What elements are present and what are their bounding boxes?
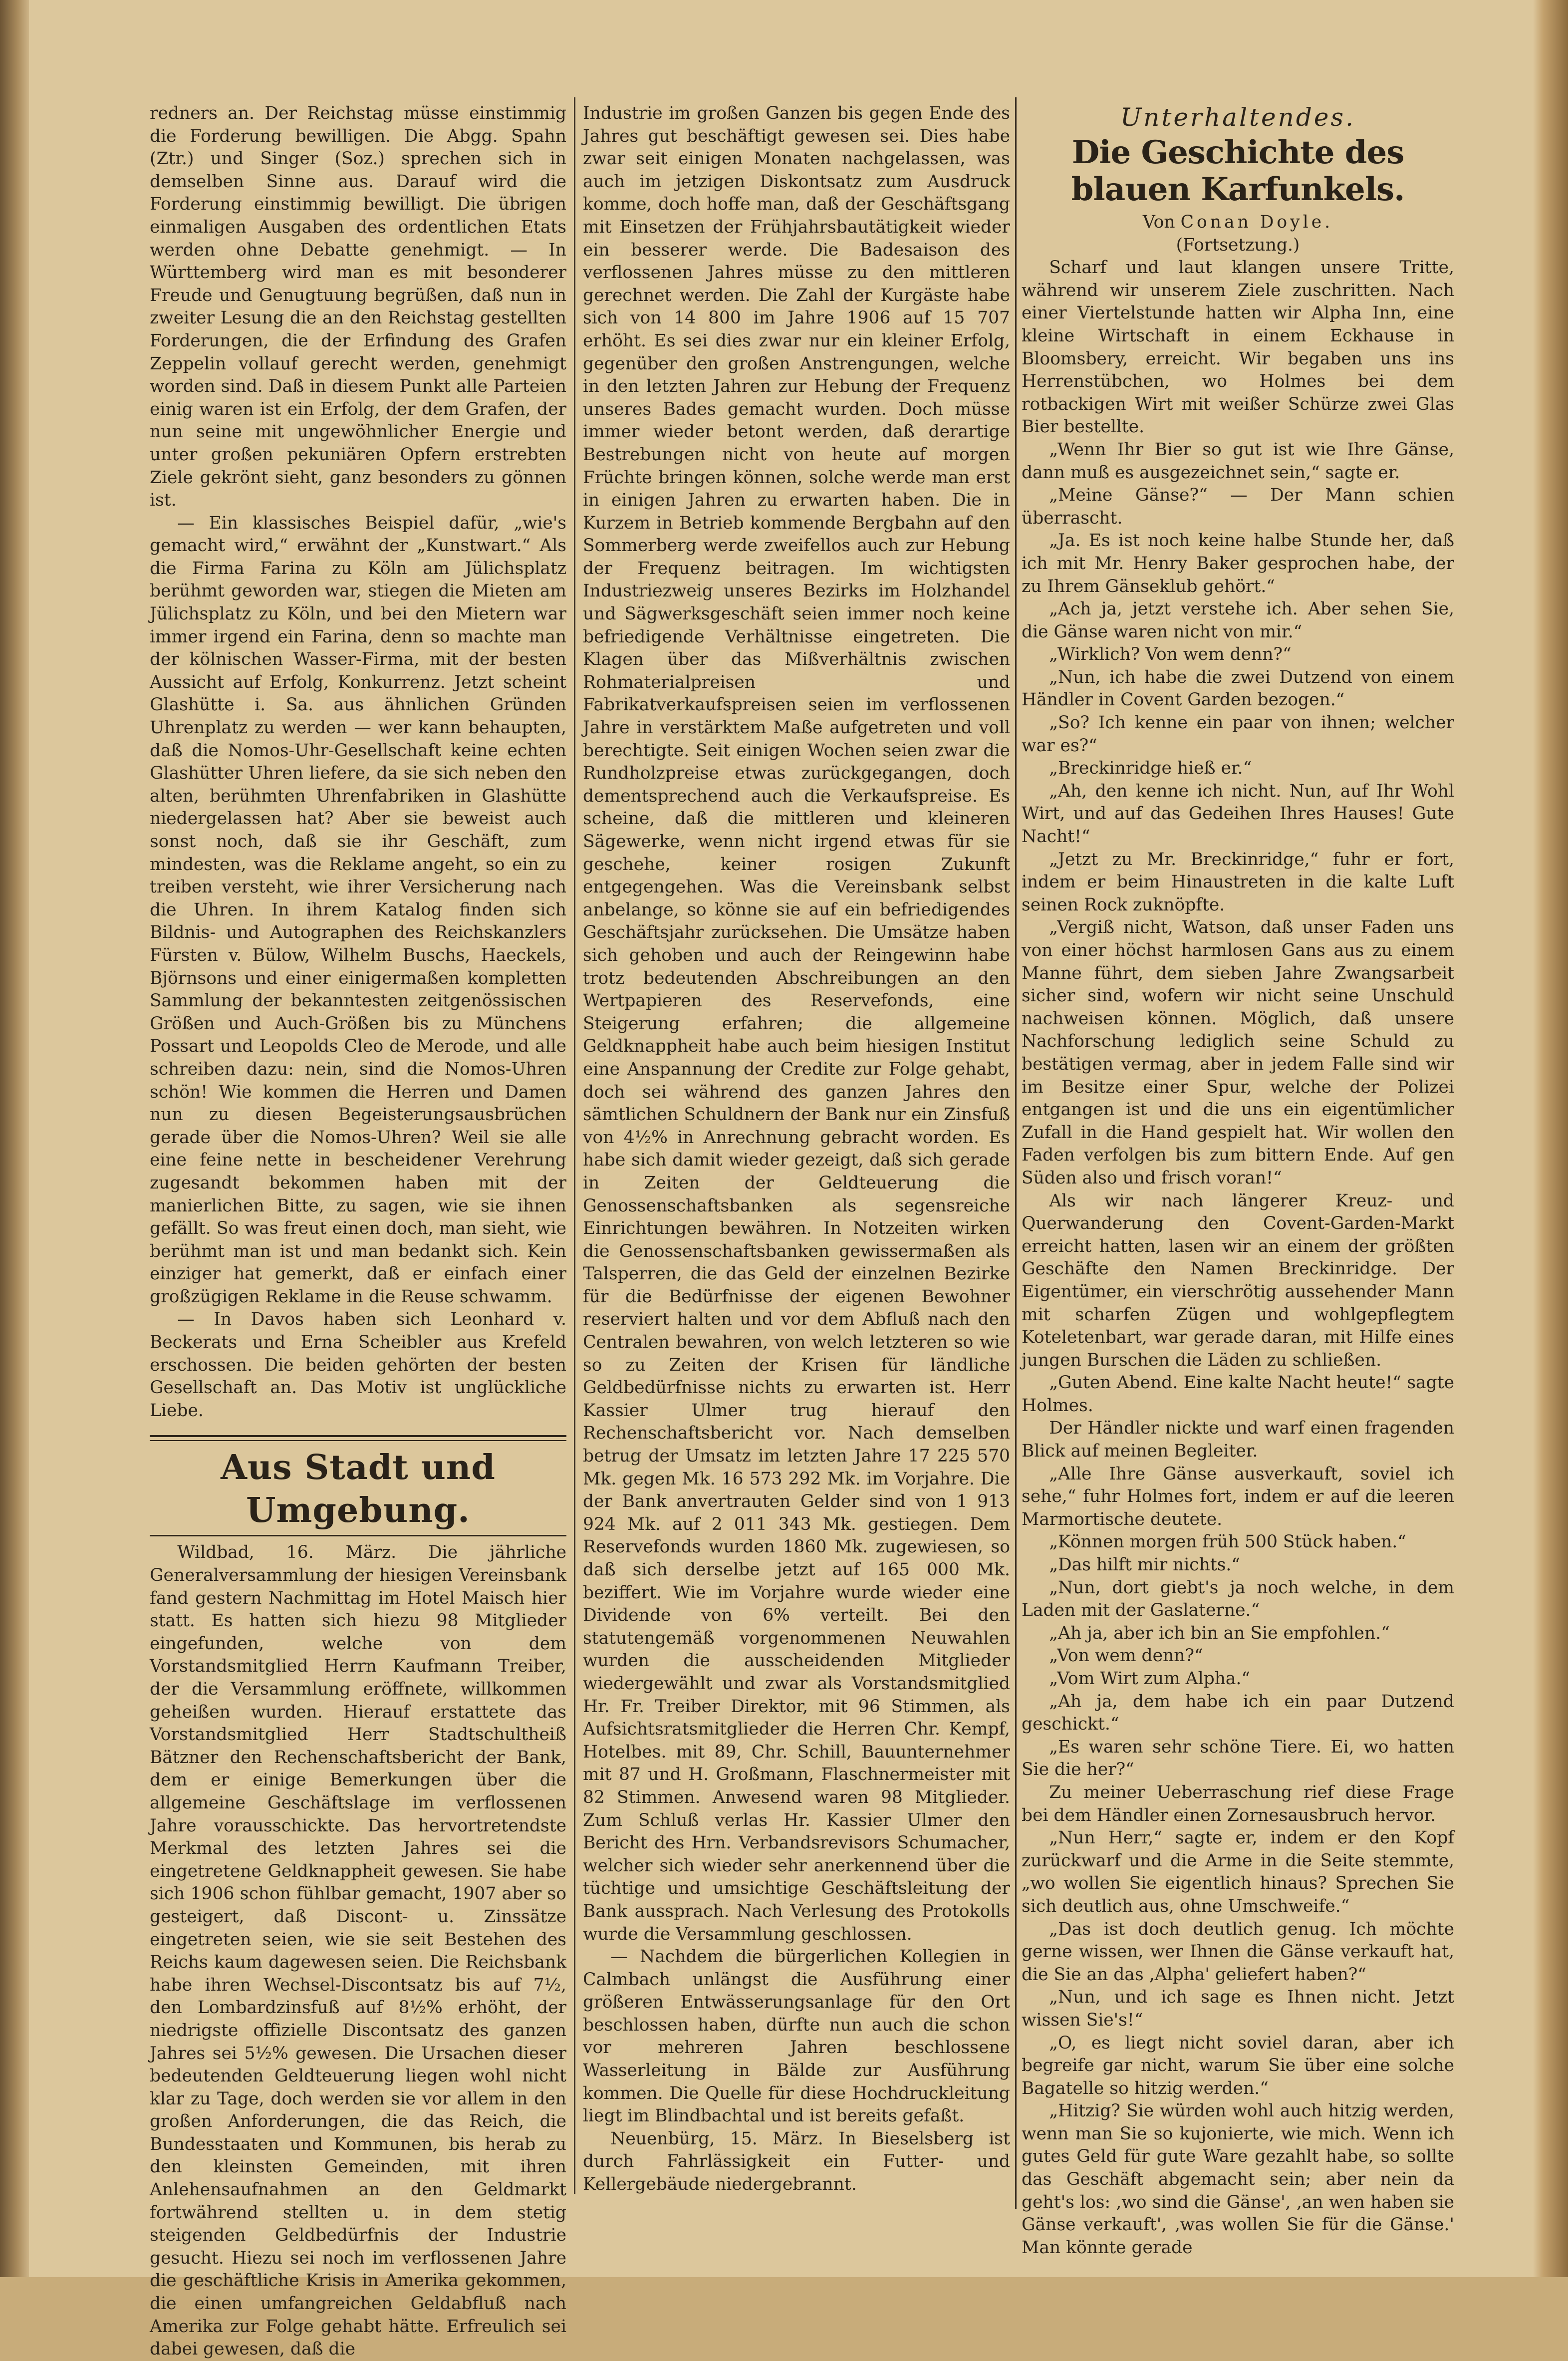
column-2 [583,102,1010,2196]
binding-gutter [0,0,29,2277]
story-paragraph: Scharf und laut klangen unsere Tritte, während wir unserem Ziele zuschritten. Nach einer Viertelstunde hatten wir Alpha Inn, eine kleine Wirtschaft in einem Eckhause in Bloomsbery, erreicht. Wir begaben uns ins Herrenstübchen, wo Holmes bei dem rotbackigen Wirt mit weißer Schürze zwei Glas Bier bestellte. [1022,258,1454,437]
rubric-heading: Unterhaltendes. [1120,103,1355,132]
article-kunstwart: — Ein klassisches Beispiel dafür, „wie's gemacht wird,“ erwähnt der „Kunstwart.“ Als die Firma Farina zu Köln am Jülichsplatz berühmt geworden war, stiegen die Mieten am Jülichsplatz zu Köln, und bei den Mietern war immer irgend ein Farina, denn so machte man der kölnischen Wasser-Firma, mit der besten Aussicht auf Erfolg, Konkurrenz. Jetzt scheint Glashütte i. Sa. aus ähnlichen Gründen Uhrenplatz zu werden — wer kann behaupten, daß die Nomos-Uhr-Gesellschaft keine echten Glashütter Uhren liefere, da sie sich neben den alten, berühmten Uhrenfabriken in Glashütte niedergelassen hat? Aber sie beweist auch sonst noch, daß sie ihr Geschäft, zum mindesten, was die Reklame angeht, so ein zu treiben versteht, wie ihrer Versicherung nach die Uhren. In ihrem Katalog finden sich Bildnis- und Autographen des Reichskanzlers Fürsten v. Bülow, Wilhelm Buschs, Haeckels, Björnsons und einer einigermaßen kompletten Sammlung der bekanntesten zeitgenössischen Größen und Auch-Größen bis zu Münchens Possart und Leopolds Cleo de Merode, und alle schreiben dazu: nein, sind die Nomos-Uhren schön! Wie kommen die Herren und Damen nun zu diesen Begeisterungsausbrüchen gerade über die Nomos-Uhren? Weil sie alle eine feine nette in bescheidener Verehrung zugesandt bekommen haben mit der manierlichen Bitte, zu sagen, wie sie ihnen gefällt. So was freut einen doch, man sieht, wie berühmt man ist und man bedankt sich. Kein einziger hat gemerkt, daß er einfach einer großzügigen Reklame in die Reuse schwamm. [150,513,566,1307]
section-heading-local: Aus Stadt und Umgebung. [221,1448,496,1531]
story-paragraph: „Wenn Ihr Bier so gut ist wie Ihre Gänse, dann muß es ausgezeichnet sein,“ sagte er. [1022,439,1454,483]
article-davos: — In Davos haben sich Leonhard v. Beckerats und Erna Scheibler aus Krefeld erschossen. Die beiden gehörten der besten Gesellschaft an. Das Motiv ist unglückliche Liebe. [150,1309,566,1421]
column-rule-2 [1015,97,1017,2209]
story-paragraph: „Hitzig? Sie würden wohl auch hitzig werden, wenn man Sie so kujonierte, wie mich. Wenn ich gutes Geld für gute Ware gezahlt habe, so sollte das Geschäft abgemacht sein; aber nein da geht's los: ‚wo sind die Gänse', ‚an wen haben sie Gänse verkauft', ‚was wollen Sie für die Gänse.' Man könnte gerade [1022,2101,1454,2258]
story-paragraph: „Jetzt zu Mr. Breckinridge,“ fuhr er fort, indem er beim Hinaustreten in die kalte Luft seinen Rock zuknöpfte. [1022,849,1454,915]
story-paragraph: „Nun Herr,“ sagte er, indem er den Kopf zurückwarf und die Arme in die Seite stemmte, „wo wollen Sie eigentlich hinaus? Sprechen Sie sich deutlich aus, ohne Umschweife.“ [1022,1828,1454,1916]
story-paragraph: „Das ist doch deutlich genug. Ich möchte gerne wissen, wer Ihnen die Gänse verkauft hat, die Sie an das ‚Alpha' geliefert haben?“ [1022,1919,1454,1985]
section-rule-top [150,1435,566,1437]
story-paragraph: „Es waren sehr schöne Tiere. Ei, wo hatten Sie die her?“ [1022,1737,1454,1780]
story-paragraph: „Vom Wirt zum Alpha.“ [1049,1669,1251,1689]
story-paragraph: „Können morgen früh 500 Stück haben.“ [1049,1532,1406,1552]
page-edge [1533,0,1568,2277]
story-paragraph: „Ach ja, jetzt verstehe ich. Aber sehen Sie, die Gänse waren nicht von mir.“ [1022,599,1454,642]
story-paragraph: „Breckinridge hieß er.“ [1049,758,1252,779]
story-title: Die Geschichte des blauen Karfunkels. [1071,134,1405,208]
article-wildbad-bank-cont: Industrie im großen Ganzen bis gegen Ende des Jahres gut beschäftigt gewesen sei. Dies habe zwar seit einigen Monaten nachgelassen, was auch im jetzigen Diskontsatz zum Ausdruck komme, doch hoffe man, daß der Geschäftsgang mit Einsetzen der Frühjahrsbautätigkeit wieder ein besserer werde. Die Badesaison des verflossenen Jahres müsse zu den mittleren gerechnet werden. Die Zahl der Kurgäste habe sich von 14 800 im Jahre 1906 auf 15 707 erhöht. Es sei dies zwar nur ein kleiner Erfolg, gegenüber den großen Anstrengungen, welche in den letzten Jahren zur Hebung der Frequenz unseres Bades gemacht wurden. Doch müsse immer wieder betont werden, daß derartige Bestrebungen nicht von heute auf morgen Früchte bringen können, solche werde man erst in einigen Jahren zu erwarten haben. Die in Kurzem in Betrieb kommende Bergbahn auf den Sommerberg werde zweifellos auch zur Hebung der Frequenz beitragen. Im wichtigsten Industriezweig unseres Bezirks im Holzhandel und Sägwerksgeschäft seien immer noch keine befriedigende Verhältnisse eingetreten. Die Klagen über das Mißverhältnis zwischen Rohmaterialpreisen und Fabrikatverkaufspreisen seien im verflossenen Jahre in verstärktem Maße aufgetreten und voll berechtigte. Seit einigen Wochen seien zwar die Rundholzpreise etwas zurückgegangen, doch dementsprechend auch die Verkaufspreise. Es scheine, daß die mittleren und kleineren Sägewerke, wenn nicht irgend etwas für sie geschehe, keiner rosigen Zukunft entgegengehen. Was die Vereinsbank selbst anbelange, so könne sie auf ein befriedigendes Geschäftsjahr zurücksehen. Die Umsätze haben sich gehoben und auch der Reingewinn habe trotz bedeutenden Abschreibungen an den Wertpapieren des Reservefonds, eine Steigerung erfahren; die allgemeine Geldknappheit habe auch beim hiesigen Institut eine Anspannung der Credite zur Folge gehabt, doch sei während des ganzen Jahres den sämtlichen Schuldnern der Bank nur ein Zinsfuß von 4½% in Anrechnung gebracht worden. Es habe sich damit wieder gezeigt, daß sich gerade in Zeiten der Geldteuerung die Genossenschaftsbanken als segensreiche Einrichtungen bewähren. In Notzeiten wirken die Genossenschaftsbanken gewissermaßen als Talsperren, die das Geld der einzelnen Bezirke für die Bedürfnisse der eigenen Bewohner reserviert halten und vor dem Abfluß nach den Centralen bewahren, von welch letzteren so wie so zu Zeiten der Krisen für ländliche Geldbedürfnisse nichts zu erwarten ist. Herr Kassier Ulmer trug hierauf den Rechenschaftsbericht vor. Nach demselben betrug der Umsatz im letzten Jahre 17 225 570 Mk. gegen Mk. 16 573 292 Mk. im Vorjahre. Die der Bank anvertrauten Gelder sind von 1 913 924 Mk. auf 2 011 343 Mk. gestiegen. Dem Reservefonds wurden 1860 Mk. zugewiesen, so daß sich derselbe jetzt auf 165 000 Mk. beziffert. Wie im Vorjahre wurde wieder eine Dividende von 6% verteilt. Bei den statutengemäß vorgenommenen Neuwahlen wurden die ausscheidenden Mitglieder wiedergewählt und zwar als Vorstandsmitglied Hr. Fr. Treiber Direktor, mit 96 Stimmen, als Aufsichtsratsmitglieder die Herren Chr. Kempf, Hotelbes. mit 89, Chr. Schill, Bauunternehmer mit 87 und H. Großmann, Flaschnermeister mit 82 Stimmen. Anwesend waren 98 Mitglieder. Zum Schluß verlas Hr. Kassier Ulmer den Bericht des Hrn. Verbandsrevisors Schumacher, welcher sich wieder sehr anerkennend über die tüchtige und umsichtige Geschäftsleitung der Bank aussprach. Nach Verlesung des Protokolls wurde die Versammlung geschlossen. [583,103,1010,1944]
article-neuenbuerg: Neuenbürg, 15. März. In Bieselsberg ist durch Fahrlässigkeit ein Futter- und Kellergebäude niedergebrannt. [583,2128,1010,2195]
story-paragraph: Zu meiner Ueberraschung rief diese Frage bei dem Händler einen Zornesausbruch hervor. [1022,1782,1454,1825]
story-paragraph: „O, es liegt nicht soviel daran, aber ich begreife gar nicht, warum Sie über eine solche Bagatelle so hitzig werden.“ [1022,2033,1454,2098]
story-paragraph: Der Händler nickte und warf einen fragenden Blick auf meinen Begleiter. [1022,1418,1454,1462]
column-3 [1022,102,1454,2259]
column-rule-1 [574,97,575,2194]
section-rule-thin [150,1440,566,1441]
article-calmbach: — Nachdem die bürgerlichen Kollegien in Calmbach unlängst die Ausführung einer größeren Entwässerungsanlage für den Ort beschlossen haben, dürfte nun auch die schon vor mehreren Jahren beschlossene Wasserleitung in Bälde zur Ausführung kommen. Die Quelle für diese Hochdruckleitung liegt im Blindbachtal und ist bereits gefaßt. [583,1947,1010,2126]
story-paragraph: „Wirklich? Von wem denn?“ [1049,644,1292,665]
story-paragraph: „Vergiß nicht, Watson, daß unser Faden uns von einer höchst harmlosen Gans aus zu einem Manne führt, dem sieben Jahre Zwangsarbeit sicher sind, wofern wir nicht seine Unschuld nachweisen können. Möglich, daß unsere Nachforschung lediglich seine Schuld zu bestätigen vermag, aber in jedem Falle sind wir im Besitze einer Spur, welche der Polizei entgangen ist und die uns ein eigentümlicher Zufall in die Hand gespielt hat. Wir wollen den Faden verfolgen bis zum bittern Ende. Auf gen Süden also und frisch voran!“ [1022,917,1454,1188]
continuation-note: (Fortsetzung.) [1176,235,1300,255]
story-paragraph: „Guten Abend. Eine kalte Nacht heute!“ sagte Holmes. [1022,1373,1454,1416]
story-paragraph: „Ja. Es ist noch keine halbe Stunde her, daß ich mit Mr. Henry Baker gesprochen habe, der zu Ihrem Gänseklub gehört.“ [1022,531,1454,596]
story-paragraph: „Das hilft mir nichts.“ [1049,1555,1241,1575]
story-paragraph: „So? Ich kenne ein paar von ihnen; welcher war es?“ [1022,713,1454,756]
story-paragraph: „Meine Gänse?“ — Der Mann schien überrascht. [1022,485,1454,528]
story-paragraph: „Ah ja, aber ich bin an Sie empfohlen.“ [1049,1623,1390,1643]
article-reichstag: redners an. Der Reichstag müsse einstimmig die Forderung bewilligen. Die Abgg. Spahn (Ztr.) und Singer (Soz.) sprechen sich in demselben Sinne aus. Darauf wird die Forderung einstimmig bewilligt. Die übrigen einmaligen Ausgaben des ordentlichen Etats werden ohne Debatte genehmigt. — In Württemberg wird man es mit besonderer Freude und Genugtuung begrüßen, daß nun in zweiter Lesung die an den Reichstag gestellten Forderungen, die der Erfindung des Grafen Zeppelin vollauf gerecht werden, genehmigt worden sind. Daß in diesem Punkt alle Parteien einig waren ist ein Erfolg, der dem Grafen, der nun seine mit ungewöhnlicher Energie und unter großen pekuniären Opfern erstrebten Ziele gekrönt sieht, ganz besonders zu gönnen ist. [150,103,566,511]
byline-prefix: Von [1142,212,1175,232]
story-paragraph: „Nun, ich habe die zwei Dutzend von einem Händler in Covent Garden bezogen.“ [1022,667,1454,710]
section-rule-bottom [150,1535,566,1536]
story-paragraph: „Von wem denn?“ [1049,1646,1203,1666]
story-paragraph: „Ah, den kenne ich nicht. Nun, auf Ihr Wohl Wirt, und auf das Gedeihen Ihres Hauses! Gute Nacht!“ [1022,781,1454,847]
author-name: Conan Doyle. [1180,212,1333,232]
column-1 [150,102,566,2361]
story-paragraph: Als wir nach längerer Kreuz- und Querwanderung den Covent-Garden-Markt erreicht hatten, lasen wir an einem der größten Geschäfte den Namen Breckinridge. Der Eigentümer, ein vierschrötig aussehender Mann mit scharfen Zügen und wohlgepflegtem Koteletenbart, war gerade daran, mit Hilfe eines jungen Burschen die Läden zu schließen. [1022,1190,1454,1370]
story-paragraph: „Alle Ihre Gänse ausverkauft, soviel ich sehe,“ fuhr Holmes fort, indem er auf die leeren Marmortische deutete. [1022,1464,1454,1529]
story-paragraph: „Nun, und ich sage es Ihnen nicht. Jetzt wissen Sie's!“ [1022,1987,1454,2030]
story-paragraph: „Nun, dort giebt's ja noch welche, in dem Laden mit der Gaslaterne.“ [1022,1577,1454,1621]
story-paragraph: „Ah ja, dem habe ich ein paar Dutzend geschickt.“ [1022,1691,1454,1735]
byline [1022,211,1454,234]
article-wildbad-bank: Wildbad, 16. März. Die jährliche Generalversammlung der hiesigen Vereinsbank fand gestern Nachmittag im Hotel Maisch hier statt. Es hatten sich hiezu 98 Mitglieder eingefunden, welche von dem Vorstandsmitglied Herrn Kaufmann Treiber, der die Versammlung eröffnete, willkommen geheißen wurden. Hierauf erstattete das Vorstandsmitglied Herr Stadtschultheiß Bätzner den Rechenschaftsbericht der Bank, dem er einige Bemerkungen über die allgemeine Geschäftslage im verflossenen Jahre vorausschickte. Das hervortretendste Merkmal des letzten Jahres sei die eingetretene Geldknappheit gewesen. Sie habe sich 1906 schon fühlbar gemacht, 1907 aber so gesteigert, daß Discont- u. Zinssätze eingetreten seien, wie sie seit Bestehen des Reichs kaum dagewesen seien. Die Reichsbank habe ihren Wechsel-Discontsatz bis auf 7½, den Lombardzinsfuß auf 8½% erhöht, der niedrigste offizielle Discontsatz des ganzen Jahres sei 5½% gewesen. Die Ursachen dieser bedeutenden Geldteuerung liegen wohl nicht klar zu Tage, doch werden sie vor allem in den großen Anforderungen, die das Reich, die Bundesstaaten und Kommunen, bis herab zu den kleinsten Gemeinden, mit ihren Anlehensaufnahmen an den Geldmarkt fortwährend stellten u. in dem stetig steigenden Geldbedürfnis der Industrie gesucht. Hiezu sei noch im verflossenen Jahre die geschäftliche Krisis in Amerika gekommen, die einen umfangreichen Geldabfluß nach Amerika zur Folge gehabt hätte. Erfreulich sei dabei gewesen, daß die [150,1542,566,2360]
